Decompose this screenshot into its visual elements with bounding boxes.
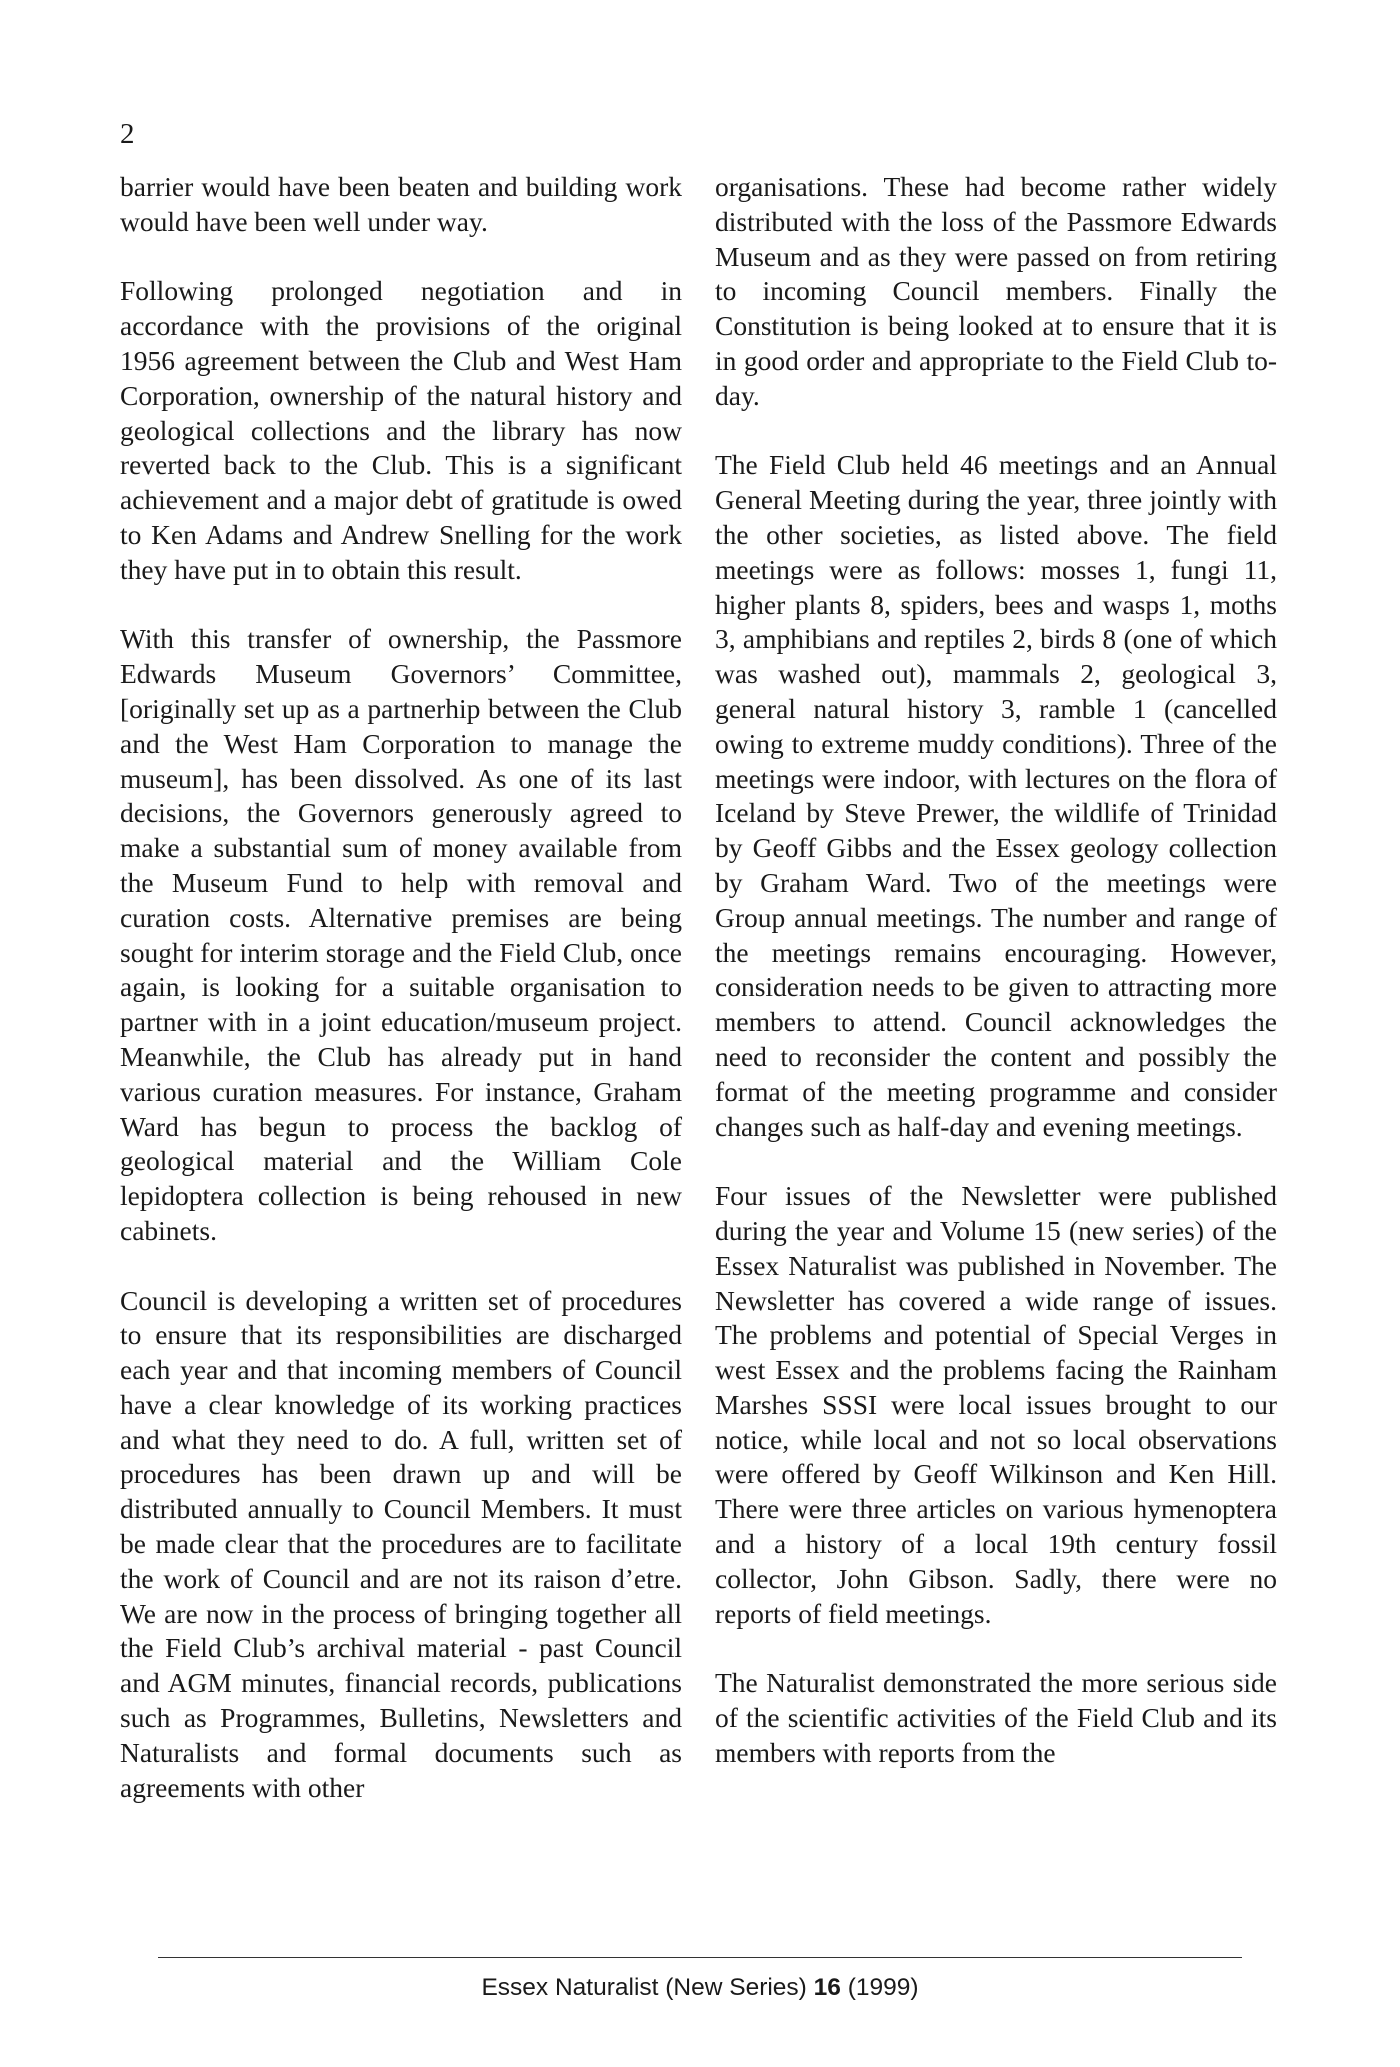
- footer-divider: [158, 1957, 1242, 1958]
- left-column: [120, 170, 682, 1805]
- footer-journal: Essex Naturalist (New Series): [481, 1974, 807, 2001]
- footer-volume: 16: [813, 1974, 841, 2001]
- paragraph: The Naturalist demonstrated the more serious side of the scientific activities of the Field Club and its members with reports from the: [715, 1667, 1277, 1768]
- footer-year: (1999): [847, 1974, 919, 2001]
- page-number: 2: [120, 118, 135, 150]
- paragraph: organisations. These had become rather widely distributed with the loss of the Passmore Edwards Museum and as they were passed on from retiring to incoming Council members. Finally the Constitution is being looked at to ensure that it is in good order and appropriate to the Field Club to-day.: [715, 171, 1277, 411]
- paragraph: Four issues of the Newsletter were published during the year and Volume 15 (new series) of the Essex Naturalist was published in November. The Newsletter has covered a wide range of issues. The problems and potential of Special Verges in west Essex and the problems facing the Rainham Marshes SSSI were local issues brought to our notice, while local and not so local observations were offered by Geoff Wilkinson and Ken Hill. There were three articles on various hymenoptera and a history of a local 19th century fossil collector, John Gibson. Sadly, there were no reports of field meetings.: [715, 1180, 1277, 1629]
- paragraph: With this transfer of ownership, the Passmore Edwards Museum Governors’ Committee, [originally set up as a partnerhip between the Club and the West Ham Corporation to manage the museum], has been dissolved. As one of its last decisions, the Governors generously agreed to make a substantial sum of money available from the Museum Fund to help with removal and curation costs. Alternative premises are being sought for interim storage and the Field Club, once again, is looking for a suitable organisation to partner with in a joint education/museum project. Meanwhile, the Club has already put in hand various curation measures. For instance, Graham Ward has begun to process the backlog of geological material and the William Cole lepidoptera collection is being rehoused in new cabinets.: [120, 623, 682, 1246]
- paragraph: Following prolonged negotiation and in accordance with the provisions of the original 1956 agreement between the Club and West Ham Corporation, ownership of the natural history and geological collections and the library has now reverted back to the Club. This is a significant achievement and a major debt of gratitude is owed to Ken Adams and Andrew Snelling for the work they have put in to obtain this result.: [120, 275, 682, 585]
- footer: [0, 1976, 1400, 2001]
- right-column: [715, 170, 1277, 1771]
- paragraph: barrier would have been beaten and building work would have been well under way.: [120, 171, 682, 237]
- paragraph: Council is developing a written set of procedures to ensure that its responsibilities are discharged each year and that incoming members of Council have a clear knowledge of its working practices and what they need to do. A full, written set of procedures has been drawn up and will be distributed annually to Council Members. It must be made clear that the procedures are to facilitate the work of Council and are not its raison d’etre. We are now in the process of bringing together all the Field Club’s archival material - past Council and AGM minutes, financial records, publications such as Programmes, Bulletins, Newsletters and Naturalists and formal documents such as agreements with other: [120, 1284, 682, 1803]
- paragraph: The Field Club held 46 meetings and an Annual General Meeting during the year, three jointly with the other societies, as listed above. The field meetings were as follows: mosses 1, fungi 11, higher plants 8, spiders, bees and wasps 1, moths 3, amphibians and reptiles 2, birds 8 (one of which was washed out), mammals 2, geological 3, general natural history 3, ramble 1 (cancelled owing to extreme muddy conditions). Three of the meetings were indoor, with lectures on the flora of Iceland by Steve Prewer, the wildlife of Trinidad by Geoff Gibbs and the Essex geology collection by Graham Ward. Two of the meetings were Group annual meetings. The number and range of the meetings remains encouraging. However, consideration needs to be given to attracting more members to attend. Council acknowledges the need to reconsider the content and possibly the format of the meeting programme and consider changes such as half-day and evening meetings.: [715, 449, 1277, 1142]
